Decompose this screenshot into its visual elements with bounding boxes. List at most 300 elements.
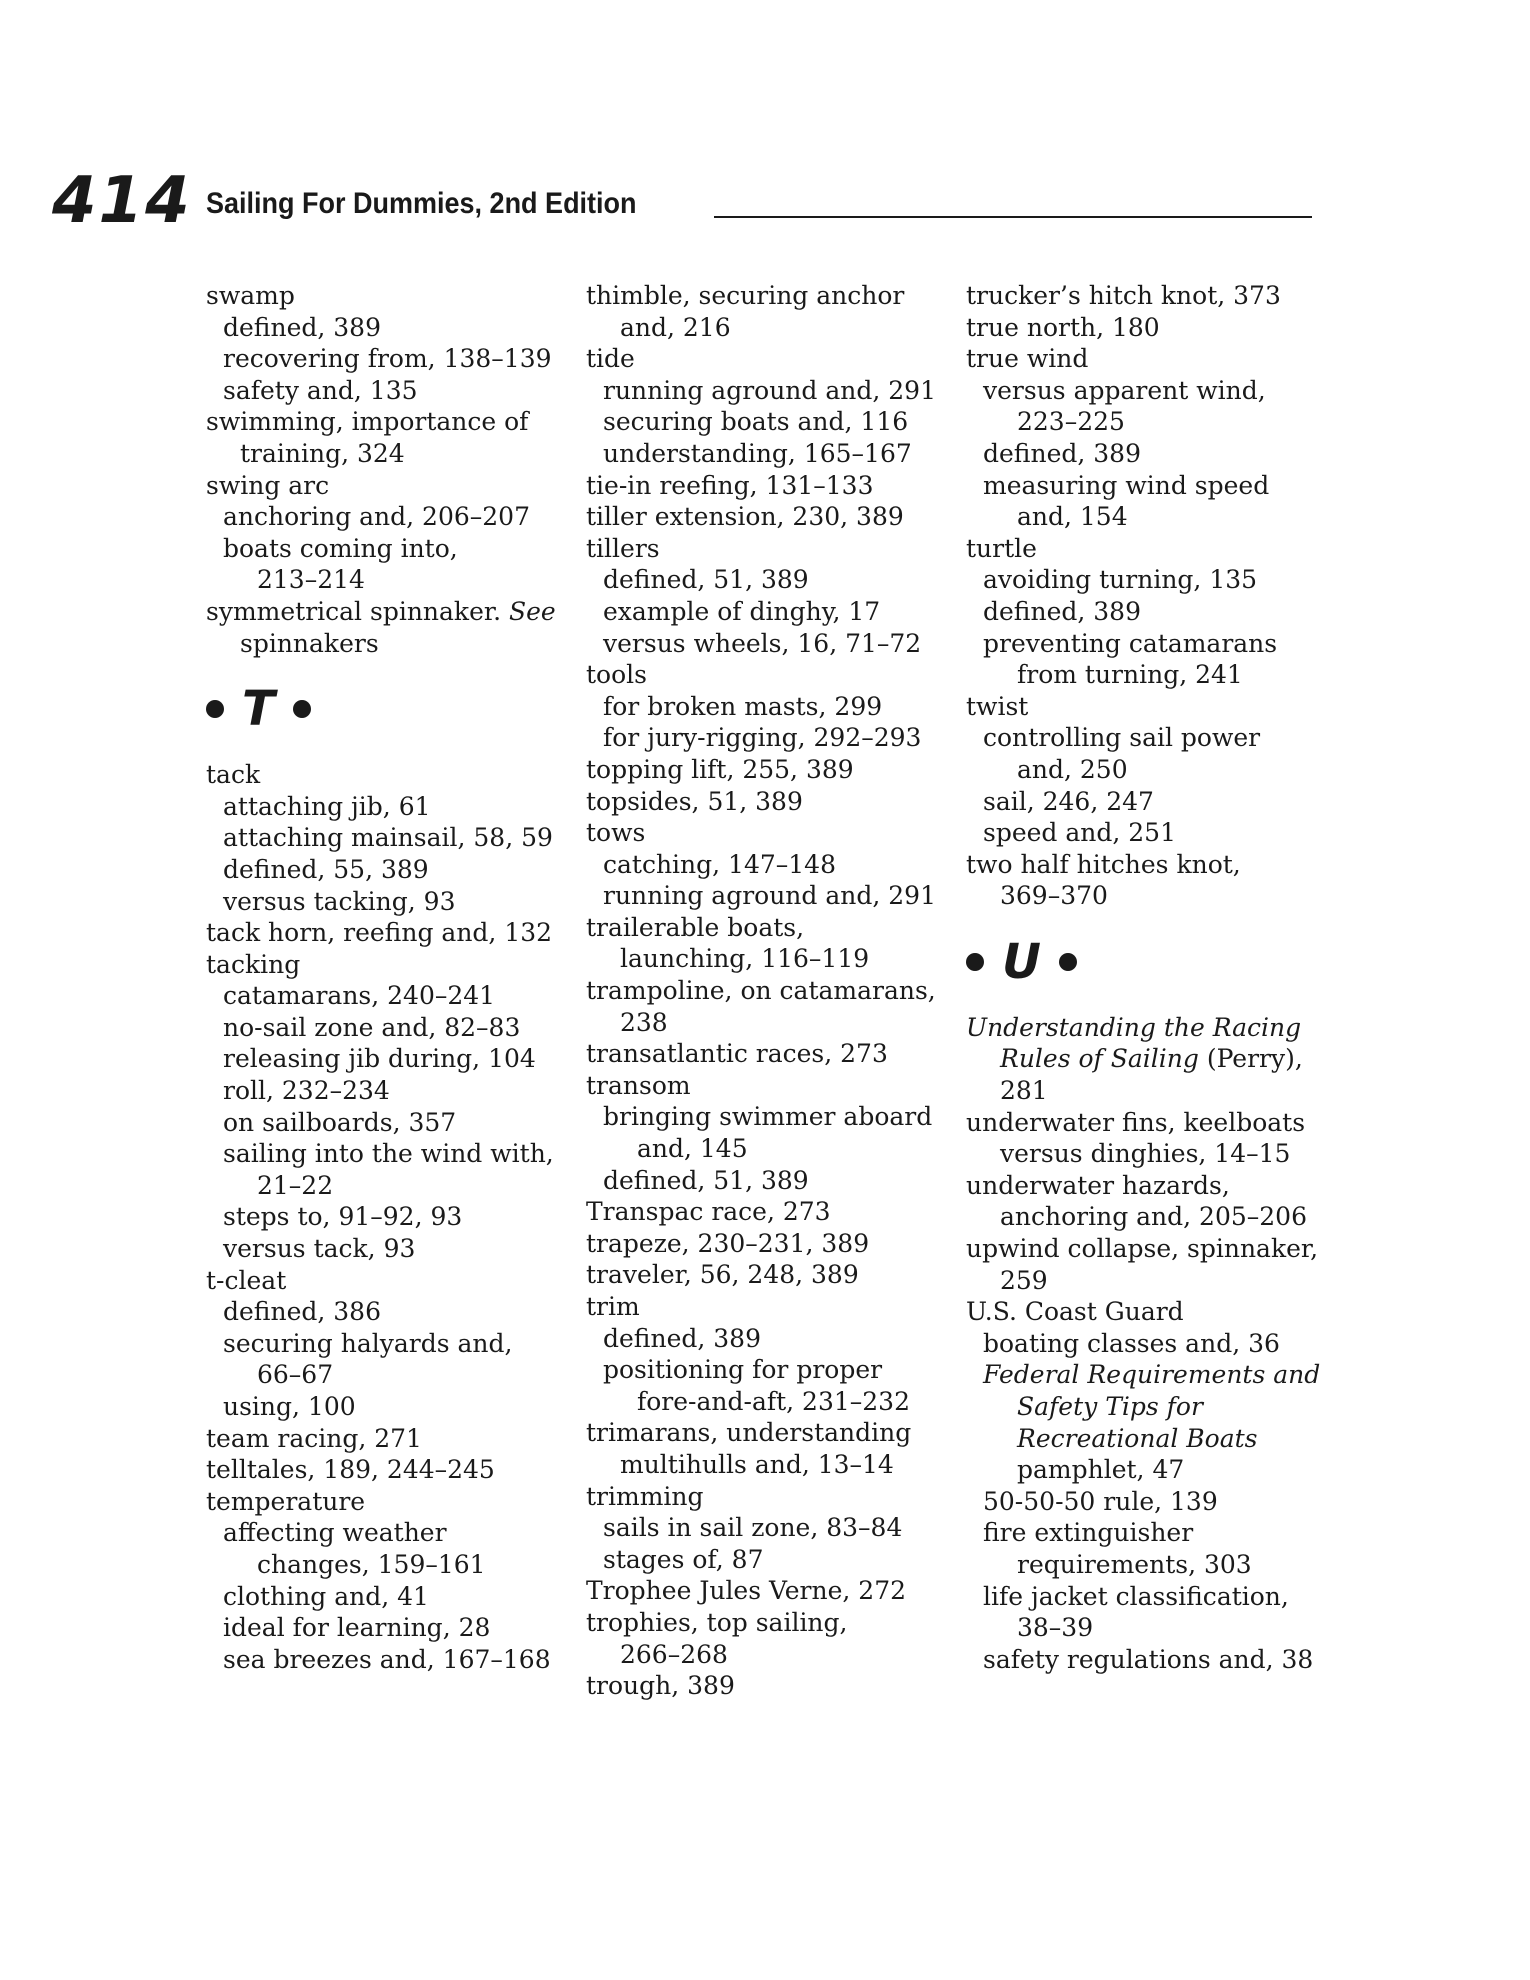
index-text: swimming, importance of	[206, 407, 529, 437]
entry-continuation-line	[586, 943, 946, 975]
entry-continuation-line	[966, 1201, 1326, 1233]
index-text: two half hitches knot,	[966, 849, 1241, 879]
bullet-icon	[1059, 953, 1077, 971]
index-entry	[586, 343, 946, 375]
entry-line	[206, 1487, 365, 1516]
entry-line	[603, 1324, 761, 1353]
index-text: sailing into the wind with,	[223, 1139, 554, 1169]
entry-line	[223, 1582, 429, 1611]
entry-line	[206, 918, 552, 947]
index-entry	[966, 280, 1326, 312]
page-header	[52, 166, 1312, 246]
index-text: and, 250	[1017, 754, 1128, 784]
entry-line	[966, 692, 1028, 721]
index-subentry	[983, 722, 1326, 785]
index-entry	[206, 406, 566, 469]
entry-line	[223, 1202, 462, 1231]
entry-line	[223, 981, 495, 1010]
index-subentry	[223, 1612, 566, 1644]
index-text: running aground and, 291	[603, 375, 936, 405]
entry-line	[223, 1139, 554, 1168]
index-subentry	[223, 980, 566, 1012]
entry-line	[586, 281, 904, 310]
index-subentry	[223, 1233, 566, 1265]
index-text: tows	[586, 818, 646, 848]
index-entry	[966, 1107, 1326, 1170]
entry-line	[603, 1545, 763, 1574]
entry-line	[586, 1229, 869, 1258]
index-text: tie-in reefing, 131–133	[586, 470, 874, 500]
entry-line	[586, 1482, 704, 1511]
index-subentry	[223, 501, 566, 533]
entry-line	[223, 376, 418, 405]
entry-line	[603, 1102, 932, 1131]
index-text: telltales, 189, 244–245	[206, 1455, 495, 1485]
entry-line	[603, 565, 809, 594]
index-text: anchoring and, 205–206	[1000, 1202, 1307, 1232]
entry-line	[223, 1108, 456, 1137]
index-text: fire extinguisher	[983, 1518, 1194, 1548]
index-text: preventing catamarans	[983, 628, 1278, 658]
index-text: transom	[586, 1070, 691, 1100]
entry-continuation-line	[223, 1170, 566, 1202]
index-subentry	[603, 564, 946, 596]
index-text: and, 154	[1017, 502, 1128, 532]
index-entry	[586, 470, 946, 502]
entry-line	[966, 1297, 1184, 1326]
index-subentry	[983, 628, 1326, 691]
entry-line	[603, 376, 936, 405]
index-subentry	[223, 533, 566, 596]
entry-line	[966, 1013, 1301, 1042]
index-text: understanding, 165–167	[603, 438, 912, 468]
entry-line	[983, 597, 1141, 626]
index-text: versus tacking, 93	[223, 886, 456, 916]
index-text: sea breezes and, 167–168	[223, 1644, 551, 1674]
entry-line	[223, 792, 431, 821]
index-text: Transpac race, 273	[586, 1197, 831, 1227]
entry-line	[206, 281, 295, 310]
index-text: steps to, 91–92, 93	[223, 1202, 463, 1232]
index-text: trampoline, on catamarans,	[586, 976, 936, 1006]
entry-line	[586, 1576, 906, 1605]
index-text: t-cleat	[206, 1265, 287, 1295]
index-subentry	[603, 722, 946, 754]
index-text: turtle	[966, 533, 1037, 563]
index-text: catching, 147–148	[603, 849, 836, 879]
entry-line	[586, 755, 854, 784]
entry-line	[983, 376, 1266, 405]
index-subentry	[223, 1043, 566, 1075]
index-text: boats coming into,	[223, 533, 458, 563]
index-entry	[206, 759, 566, 791]
entry-continuation-line	[966, 1265, 1326, 1297]
index-entry	[586, 1070, 946, 1102]
entry-line	[223, 823, 553, 852]
entry-line	[983, 629, 1277, 658]
entry-line	[586, 1292, 640, 1321]
index-entry	[206, 1454, 566, 1486]
index-text: Rules of Sailing	[1000, 1044, 1199, 1074]
index-text: traveler, 56, 248, 389	[586, 1260, 859, 1290]
index-text: launching, 116–119	[620, 944, 870, 974]
index-text: 66–67	[257, 1360, 334, 1390]
entry-line	[586, 1418, 911, 1447]
index-text: example of dinghy, 17	[603, 596, 881, 626]
index-subentry	[223, 1328, 566, 1391]
entry-line	[966, 534, 1037, 563]
index-subentry	[983, 438, 1326, 470]
index-entry	[586, 912, 946, 975]
index-entry	[586, 280, 946, 343]
entry-continuation-line	[586, 1639, 946, 1671]
index-text: for broken masts, 299	[603, 691, 883, 721]
index-column-3	[966, 280, 1326, 1675]
entry-continuation-line	[983, 1549, 1326, 1581]
index-subentry	[223, 343, 566, 375]
entry-line	[223, 344, 552, 373]
entry-line	[966, 281, 1281, 310]
entry-line	[983, 1645, 1313, 1674]
entry-line	[586, 1039, 888, 1068]
index-text: versus apparent wind,	[983, 375, 1266, 405]
index-text: swing arc	[206, 470, 330, 500]
index-text: 213–214	[257, 565, 365, 595]
entry-line	[586, 913, 804, 942]
entry-line	[603, 850, 836, 879]
index-text: temperature	[206, 1486, 366, 1516]
index-entry	[206, 1423, 566, 1455]
header-rule	[714, 216, 1312, 218]
index-subentry	[223, 1581, 566, 1613]
entry-continuation-line	[983, 501, 1326, 533]
entry-line	[206, 1424, 422, 1453]
index-entry	[966, 1296, 1326, 1328]
entry-continuation-line	[983, 1423, 1326, 1455]
entry-line	[603, 692, 882, 721]
entry-line	[603, 407, 908, 436]
entry-line	[586, 1197, 831, 1226]
index-entry	[586, 501, 946, 533]
index-text: versus wheels, 16, 71–72	[603, 628, 922, 658]
index-text: life jacket classification,	[983, 1581, 1289, 1611]
index-text: anchoring and, 206–207	[223, 502, 530, 532]
entry-line	[586, 1071, 691, 1100]
entry-line	[223, 534, 458, 563]
index-entry	[206, 280, 566, 312]
index-subentry	[983, 1328, 1326, 1360]
entry-line	[966, 344, 1088, 373]
index-subentry	[223, 1644, 566, 1676]
entry-line	[223, 1297, 381, 1326]
index-entry	[586, 1607, 946, 1670]
index-text: (Perry),	[1198, 1044, 1303, 1074]
index-text: trimming	[586, 1481, 704, 1511]
entry-line	[206, 407, 528, 436]
index-text: from turning, 241	[1017, 660, 1243, 690]
index-entry	[206, 470, 566, 502]
entry-line	[586, 502, 904, 531]
entry-line	[983, 723, 1260, 752]
index-text: tack	[206, 760, 261, 790]
index-text: tack horn, reefing and, 132	[206, 918, 553, 948]
index-text: catamarans, 240–241	[223, 981, 496, 1011]
index-text: symmetrical spinnaker.	[206, 596, 509, 626]
index-entry	[586, 1196, 946, 1228]
index-text: See	[508, 596, 556, 626]
index-entry	[586, 975, 946, 1038]
entry-line	[206, 1455, 495, 1484]
index-text: topping lift, 255, 389	[586, 754, 854, 784]
index-text: changes, 159–161	[257, 1549, 486, 1579]
entry-line	[603, 629, 921, 658]
index-text: 259	[1000, 1265, 1048, 1295]
index-entry	[586, 754, 946, 786]
index-text: true north, 180	[966, 312, 1160, 342]
section-heading-u	[966, 930, 1326, 994]
index-subentry	[983, 1359, 1326, 1485]
index-text: releasing jib during, 104	[223, 1044, 536, 1074]
index-entry	[966, 849, 1326, 912]
index-subentry	[223, 312, 566, 344]
index-subentry	[223, 1012, 566, 1044]
entry-line	[983, 1360, 1320, 1389]
index-entry	[586, 1481, 946, 1513]
index-subentry	[603, 596, 946, 628]
index-text: defined, 55, 389	[223, 854, 429, 884]
bullet-icon	[293, 700, 311, 718]
index-subentry	[603, 1544, 946, 1576]
index-text: no-sail zone and, 82–83	[223, 1012, 521, 1042]
index-text: underwater hazards,	[966, 1170, 1230, 1200]
entry-line	[983, 787, 1154, 816]
entry-line	[206, 950, 300, 979]
index-subentry	[983, 786, 1326, 818]
index-text: 223–225	[1017, 407, 1125, 437]
entry-line	[223, 1044, 536, 1073]
entry-line	[586, 1608, 848, 1637]
entry-continuation-line	[603, 1133, 946, 1165]
index-entry	[206, 949, 566, 981]
index-text: bringing swimmer aboard	[603, 1102, 933, 1132]
index-subentry	[983, 470, 1326, 533]
entry-line	[586, 1671, 735, 1700]
index-entry	[586, 1038, 946, 1070]
index-entry	[586, 817, 946, 849]
index-entry	[586, 1670, 946, 1702]
index-entry	[586, 786, 946, 818]
index-text: stages of, 87	[603, 1544, 764, 1574]
index-subentry	[603, 1165, 946, 1197]
index-entry	[966, 312, 1326, 344]
index-subentry	[223, 822, 566, 854]
index-text: thimble, securing anchor	[586, 281, 905, 310]
index-entry	[206, 1265, 566, 1297]
entry-line	[586, 660, 647, 689]
index-subentry	[983, 1517, 1326, 1580]
entry-line	[206, 760, 260, 789]
index-subentry	[223, 1517, 566, 1580]
entry-continuation-line	[223, 564, 566, 596]
bullet-icon	[206, 700, 224, 718]
index-text: running aground and, 291	[603, 881, 936, 911]
index-text: securing halyards and,	[223, 1328, 513, 1358]
entry-line	[586, 1260, 859, 1289]
index-entry	[966, 1012, 1326, 1107]
section-heading-t	[206, 677, 566, 741]
entry-continuation-line	[586, 1007, 946, 1039]
index-subentry	[223, 375, 566, 407]
entry-continuation-line	[983, 1391, 1326, 1423]
index-entry	[966, 691, 1326, 723]
entry-line	[223, 1329, 512, 1358]
index-text: boating classes and, 36	[983, 1328, 1280, 1358]
entry-line	[983, 439, 1141, 468]
entry-continuation-line	[206, 438, 566, 470]
entry-line	[586, 976, 936, 1005]
index-text: versus dinghies, 14–15	[1000, 1139, 1291, 1169]
entry-line	[603, 881, 936, 910]
entry-line	[223, 1076, 390, 1105]
index-entry	[586, 1417, 946, 1480]
entry-line	[983, 818, 1176, 847]
entry-continuation-line	[983, 1612, 1326, 1644]
entry-line	[966, 1171, 1230, 1200]
index-text: defined, 386	[223, 1297, 381, 1327]
index-subentry	[603, 406, 946, 438]
index-subentry	[603, 1512, 946, 1544]
index-text: trucker’s hitch knot, 373	[966, 281, 1281, 310]
entry-continuation-line	[966, 880, 1326, 912]
entry-line	[223, 855, 429, 884]
entry-continuation-line	[603, 1386, 946, 1418]
index-text: sail, 246, 247	[983, 786, 1154, 816]
index-subentry	[603, 880, 946, 912]
index-entry	[586, 659, 946, 691]
index-text: roll, 232–234	[223, 1076, 390, 1106]
index-text: defined, 389	[223, 312, 381, 342]
index-text: defined, 389	[983, 438, 1141, 468]
index-subentry	[603, 1323, 946, 1355]
entry-line	[223, 887, 455, 916]
index-entry	[966, 1170, 1326, 1233]
running-head-title: Sailing For Dummies, 2nd Edition	[206, 187, 637, 220]
index-text: and, 216	[620, 312, 731, 342]
index-text: defined, 51, 389	[603, 1165, 809, 1195]
index-text: securing boats and, 116	[603, 407, 909, 437]
entry-line	[586, 787, 803, 816]
index-entry	[586, 533, 946, 565]
index-text: positioning for proper	[603, 1355, 883, 1385]
index-text: defined, 51, 389	[603, 565, 809, 595]
index-subentry	[223, 854, 566, 886]
entry-continuation-line	[586, 312, 946, 344]
index-text: Trophee Jules Verne, 272	[586, 1576, 907, 1606]
page-number: 414	[52, 164, 192, 238]
index-text: Understanding the Racing	[966, 1012, 1302, 1042]
entry-line	[966, 1108, 1305, 1137]
entry-line	[223, 1234, 415, 1263]
index-subentry	[983, 596, 1326, 628]
index-subentry	[983, 375, 1326, 438]
entry-line	[983, 565, 1257, 594]
index-subentry	[223, 791, 566, 823]
index-subentry	[603, 691, 946, 723]
index-text: 281	[1000, 1076, 1048, 1106]
index-text: clothing and, 41	[223, 1581, 429, 1611]
index-entry	[206, 596, 566, 659]
entry-line	[223, 313, 381, 342]
index-text: safety and, 135	[223, 375, 418, 405]
index-text: underwater fins, keelboats	[966, 1107, 1306, 1137]
index-text: tiller extension, 230, 389	[586, 502, 904, 532]
entry-line	[983, 471, 1269, 500]
index-text: upwind collapse, spinnaker,	[966, 1234, 1319, 1264]
index-text: 21–22	[257, 1170, 334, 1200]
entry-continuation-line	[223, 1549, 566, 1581]
index-text: training, 324	[240, 438, 405, 468]
entry-continuation-line	[983, 754, 1326, 786]
index-text: tillers	[586, 533, 660, 563]
entry-line	[966, 1234, 1318, 1263]
index-text: 238	[620, 1007, 668, 1037]
index-subentry	[223, 1138, 566, 1201]
entry-continuation-line	[966, 1043, 1326, 1075]
entry-line	[586, 534, 660, 563]
index-text: attaching mainsail, 58, 59	[223, 823, 553, 853]
index-text: spinnakers	[240, 628, 379, 658]
index-text: 50-50-50 rule, 139	[983, 1486, 1218, 1516]
index-subentry	[603, 438, 946, 470]
index-subentry	[983, 1486, 1326, 1518]
entry-line	[586, 818, 645, 847]
index-text: trimarans, understanding	[586, 1418, 912, 1448]
entry-continuation-line	[966, 1138, 1326, 1170]
index-text: versus tack, 93	[223, 1234, 416, 1264]
entry-continuation-line	[983, 659, 1326, 691]
section-letter: U	[1002, 933, 1041, 990]
entry-line	[206, 471, 329, 500]
index-entry	[586, 1259, 946, 1291]
index-column-2	[586, 280, 946, 1702]
index-subentry	[603, 1101, 946, 1164]
index-text: twist	[966, 691, 1029, 721]
index-text: true wind	[966, 344, 1089, 374]
entry-continuation-line	[966, 1075, 1326, 1107]
bullet-icon	[966, 953, 984, 971]
index-text: multihulls and, 13–14	[620, 1449, 894, 1479]
entry-line	[983, 1329, 1280, 1358]
index-text: requirements, 303	[1017, 1549, 1252, 1579]
index-text: measuring wind speed	[983, 470, 1270, 500]
entry-line	[223, 1645, 551, 1674]
entry-line	[983, 1518, 1193, 1547]
entry-line	[603, 1355, 882, 1384]
entry-line	[223, 502, 530, 531]
index-subentry	[983, 817, 1326, 849]
index-entry	[966, 533, 1326, 565]
index-text: transatlantic races, 273	[586, 1039, 888, 1069]
index-text: trapeze, 230–231, 389	[586, 1228, 870, 1258]
index-text: controlling sail power	[983, 723, 1261, 753]
entry-line	[223, 1013, 520, 1042]
index-text: on sailboards, 357	[223, 1107, 457, 1137]
index-text: ideal for learning, 28	[223, 1613, 491, 1643]
index-entry	[966, 343, 1326, 375]
index-subentry	[223, 1075, 566, 1107]
entry-line	[603, 439, 912, 468]
index-text: tools	[586, 660, 647, 690]
